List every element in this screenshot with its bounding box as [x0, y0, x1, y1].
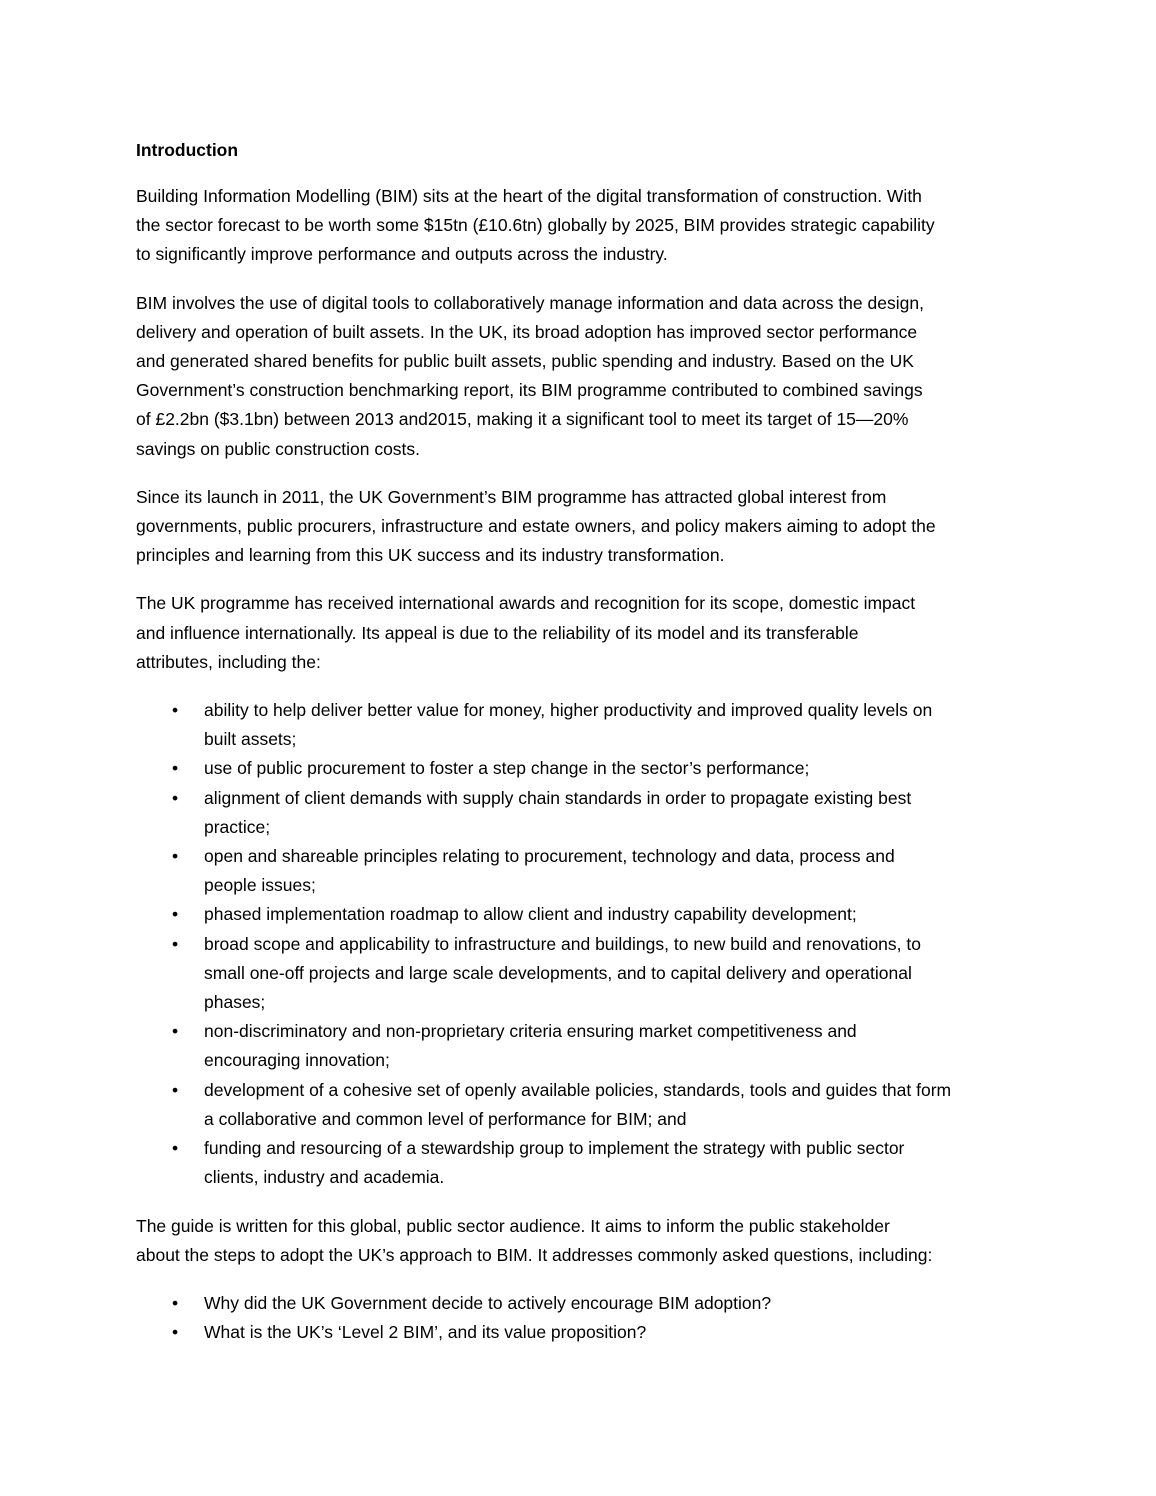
bullet-icon: • [172, 846, 179, 867]
closing-paragraph [136, 1212, 1036, 1270]
text-line: The UK programme has received international awards and recognition for its scope, domestic impact [136, 593, 916, 614]
text-line: Building Information Modelling (BIM) sits at the heart of the digital transformation of construction. With [136, 186, 922, 206]
list-item [136, 842, 1036, 900]
list-item [136, 784, 1036, 842]
list-item [136, 930, 1036, 1018]
text-line: savings on public construction costs. [136, 438, 421, 459]
attributes-list [136, 696, 1036, 1192]
text-line: principles and learning from this UK success and its industry transformation. [136, 545, 725, 566]
text-line: The guide is written for this global, public sector audience. It aims to inform the public stakeholder [136, 1215, 890, 1236]
text-line: to significantly improve performance and outputs across the industry. [136, 244, 668, 265]
text-line: phases; [204, 992, 266, 1013]
text-line: What is the UK’s ‘Level 2 BIM’, and its value proposition? [204, 1322, 647, 1343]
text-line: ability to help deliver better value for money, higher productivity and improved quality levels on [204, 700, 933, 721]
text-line: clients, industry and academia. [204, 1167, 445, 1188]
text-line: delivery and operation of built assets. In the UK, its broad adoption has improved sector performance [136, 321, 918, 342]
text-line: attributes, including the: [136, 651, 321, 672]
text-line: use of public procurement to foster a step change in the sector’s performance; [204, 758, 810, 779]
list-item [136, 1017, 1036, 1075]
list-item [136, 696, 1036, 754]
bullet-icon: • [172, 758, 179, 779]
text-line: practice; [204, 816, 271, 837]
text-line: small one-off projects and large scale developments, and to capital delivery and operational [204, 962, 912, 983]
text-line: broad scope and applicability to infrastructure and buildings, to new build and renovations, to [204, 933, 921, 954]
text-line: governments, public procurers, infrastructure and estate owners, and policy makers aiming to adopt the [136, 516, 936, 537]
text-line: phased implementation roadmap to allow client and industry capability development; [204, 904, 857, 925]
questions-list [136, 1289, 1036, 1347]
bullet-icon: • [172, 933, 179, 954]
bullet-icon: • [172, 1138, 179, 1159]
text-line: encouraging innovation; [204, 1050, 390, 1071]
text-line: Government’s construction benchmarking report, its BIM programme contributed to combined savings [136, 380, 923, 401]
bullet-icon: • [172, 1079, 179, 1100]
text-line: BIM involves the use of digital tools to collaboratively manage information and data across the design, [136, 292, 924, 313]
bullet-icon: • [172, 787, 179, 808]
intro-paragraphs [136, 182, 1036, 677]
text-line: and generated shared benefits for public built assets, public spending and industry. Based on the UK [136, 351, 914, 372]
text-line: Since its launch in 2011, the UK Government’s BIM programme has attracted global interest from [136, 486, 887, 507]
text-line: alignment of client demands with supply chain standards in order to propagate existing best [204, 787, 912, 808]
text-line: funding and resourcing of a stewardship group to implement the strategy with public sector [204, 1138, 905, 1159]
body-paragraph [136, 182, 1036, 270]
bullet-icon: • [172, 1021, 179, 1042]
text-line: open and shareable principles relating to procurement, technology and data, process and [204, 846, 895, 867]
text-line: and influence internationally. Its appeal is due to the reliability of its model and its transferable [136, 622, 859, 643]
document-page [136, 137, 1036, 1366]
list-item [136, 1076, 1036, 1134]
list-item [136, 900, 1036, 929]
text-line: development of a cohesive set of openly available policies, standards, tools and guides that form [204, 1079, 952, 1100]
list-item [136, 1318, 1036, 1347]
text-line: about the steps to adopt the UK’s approach to BIM. It addresses commonly asked questions, including: [136, 1244, 933, 1265]
text-line: a collaborative and common level of performance for BIM; and [204, 1108, 687, 1129]
text-line: people issues; [204, 875, 316, 896]
body-paragraph [136, 589, 1036, 677]
body-paragraph [136, 483, 1036, 571]
bullet-icon: • [172, 700, 179, 721]
bullet-icon: • [172, 1322, 179, 1343]
text-line: built assets; [204, 729, 297, 750]
bullet-icon: • [172, 1292, 179, 1313]
text-line: Why did the UK Government decide to actively encourage BIM adoption? [204, 1292, 772, 1313]
text-line: the sector forecast to be worth some $15tn (£10.6tn) globally by 2025, BIM provides strategic capability [136, 215, 935, 236]
section-heading: Introduction [136, 140, 239, 160]
body-paragraph [136, 289, 1036, 464]
list-item [136, 1134, 1036, 1192]
bullet-icon: • [172, 904, 179, 925]
list-item [136, 1289, 1036, 1318]
text-line: non-discriminatory and non-proprietary criteria ensuring market competitiveness and [204, 1021, 857, 1042]
text-line: of £2.2bn ($3.1bn) between 2013 and2015, making it a significant tool to meet its target of 15—20% [136, 409, 909, 430]
list-item [136, 754, 1036, 783]
